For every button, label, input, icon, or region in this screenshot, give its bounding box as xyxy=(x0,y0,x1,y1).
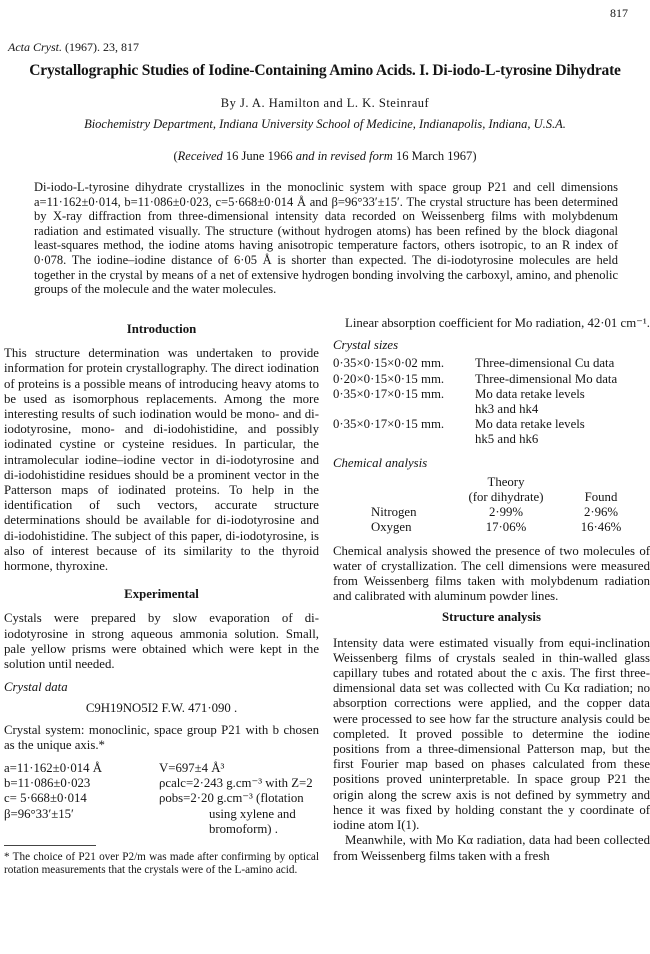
page-number: 817 xyxy=(610,6,628,20)
crystal-system: Crystal system: monoclinic, space group P21 with b chosen as the unique axis.* xyxy=(4,722,319,752)
citation-details: (1967). 23, 817 xyxy=(65,40,139,54)
chem-row: Nitrogen 2·99% 2·96% xyxy=(371,505,619,520)
chemical-analysis-table xyxy=(371,475,641,536)
footnote: * The choice of P21 over P2/m was made after confirming by optical rotation measurements that the crystals were of the L-amino acid. xyxy=(4,851,319,876)
crystal-sizes-heading: Crystal sizes xyxy=(333,338,399,353)
crystal-size-row: 0·35×0·15×0·02 mm. Three-dimensional Cu data xyxy=(333,356,615,371)
crystal-data-heading: Crystal data xyxy=(4,680,68,695)
received-dates: (Received 16 June 1966 and in revised form 16 March 1967) xyxy=(173,149,477,163)
crystal-sizes-table xyxy=(333,356,650,447)
structure-analysis-heading: Structure analysis xyxy=(442,610,541,625)
chemical-analysis-text: Chemical analysis showed the presence of two molecules of water of crystallization. The cell dimensions were measured from Weissenberg films taken with molybdenum radiation and calibrated with aluminum powder lines. xyxy=(333,543,650,604)
chem-header-row: Theory xyxy=(487,474,525,489)
absorption-text: Linear absorption coefficient for Mo radiation, 42·01 cm⁻¹. xyxy=(345,316,650,330)
right-column xyxy=(333,316,650,864)
chemical-analysis-heading: Chemical analysis xyxy=(333,455,428,470)
chemical-formula: C9H19NO5I2 F.W. 471·090 . xyxy=(85,701,238,716)
cell-row: bromoform) . xyxy=(209,821,278,836)
chem-header-row: (for dihydrate) Found xyxy=(468,490,618,505)
authors: By J. A. Hamilton and L. K. Steinrauf xyxy=(220,96,430,110)
affiliation: Biochemistry Department, Indiana University School of Medicine, Indianapolis, Indiana, U.S.A. xyxy=(84,117,566,131)
journal-name: Acta Cryst. xyxy=(8,40,62,54)
abstract: Di-iodo-L-tyrosine dihydrate crystallizes in the monoclinic system with space group P21 and cell dimensions a=11·162±0·014, b=11·086±0·023, c=5·668±0·014 Å and β=96°33′±15′. The crystal structure has been determined by X-ray diffraction from three-dimensional intensity data recorded on Weissenberg films with molybdenum radiation and estimated visually. The structure (without hydrogen atoms) has been refined by the block diagonal least-squares method, the iodine atoms having anisotropic temperature factors, others isotropic, to an R index of 0·078. The iodine–iodine distance of 6·05 Å is shorter than expected. The di-iodotyrosine molecules are held together in the crystal by means of a net of extensive hydrogen bonding involving the carboxyl, amino, and phenolic groups of the molecule and the water molecules. xyxy=(34,180,618,297)
experimental-text: Cystals were prepared by slow evaporation of di-iodotyrosine in strong aqueous ammonia solution. Small, pale yellow prisms were obtained which were kept in the solution until needed. xyxy=(4,611,319,672)
journal-citation xyxy=(8,40,139,55)
introduction-heading: Introduction xyxy=(126,322,197,336)
cell-row: a=11·162±0·014 Å V=697±4 Å³ xyxy=(4,761,225,776)
cell-row: b=11·086±0·023 ρcalc=2·243 g.cm⁻³ with Z=2 xyxy=(4,776,313,791)
crystal-size-row: 0·20×0·15×0·15 mm. Three-dimensional Mo data xyxy=(333,371,618,386)
structure-analysis-text-2: Meanwhile, with Mo Kα radiation, data had been collected from Weissenberg films taken with a fresh xyxy=(333,833,650,863)
crystal-size-row: 0·35×0·17×0·15 mm. Mo data retake levels hk3 and hk4 xyxy=(333,386,585,417)
introduction-text: This structure determination was undertaken to provide information for protein crystallography. The direct iodination of proteins is a possible means of introducing heavy atoms to be used as isomorphous replacements. Among the more interesting results of such iodination would be mono- and di-iodotyrosine, mono- and di-iodohistidine, and possibly iodinated cystine or cysteine residues. In particular, the intramolecular iodine–iodine vector in di-iodotyrosine and di-iodohistidine residues should be a prominent vector in the Patterson maps of iodinated proteins. To help in the identification of such vectors, accurate structure determinations should be available for di-iodotyrosine and di-iodohistidine. The subject of this paper, di-iodotyrosine, is also of interest because of its similarity to the thyroid hormone, thyroxine. xyxy=(4,346,319,574)
paper-title: Crystallographic Studies of Iodine-Containing Amino Acids. I. Di-iodo-L-tyrosine Dihydrate xyxy=(29,62,621,79)
cell-parameters xyxy=(4,761,319,837)
footnote-rule xyxy=(4,845,96,846)
experimental-heading: Experimental xyxy=(124,587,199,602)
cell-row: β=96°33′±15′ using xylene and xyxy=(4,806,296,821)
chem-row: Oxygen 17·06% 16·46% xyxy=(371,520,622,535)
crystal-size-row: 0·35×0·17×0·15 mm. Mo data retake levels hk5 and hk6 xyxy=(333,417,585,447)
structure-analysis-text: Intensity data were estimated visually from equi-inclination Weissenberg films of crystals sealed in thin-walled glass capillary tubes and rotated about the c axis. The first three-dimensional data set was collected with Cu Kα radiation; no absorption corrections were applied, and the copper data were processed to see how far the structure analysis could be completed. It proved possible to determine the iodine positions from a three-dimensional Patterson map, but the first Fourier map based on phases calculated from these positions proved uninterpretable. In space group P21 the origin along the screw axis is not defined by symmetry and hence it was fixed by holding constant the y coordinate of iodine atom I(1). xyxy=(333,635,650,833)
cell-row: c= 5·668±0·014 ρobs=2·20 g.cm⁻³ (flotation xyxy=(4,791,304,806)
left-column xyxy=(4,322,319,876)
